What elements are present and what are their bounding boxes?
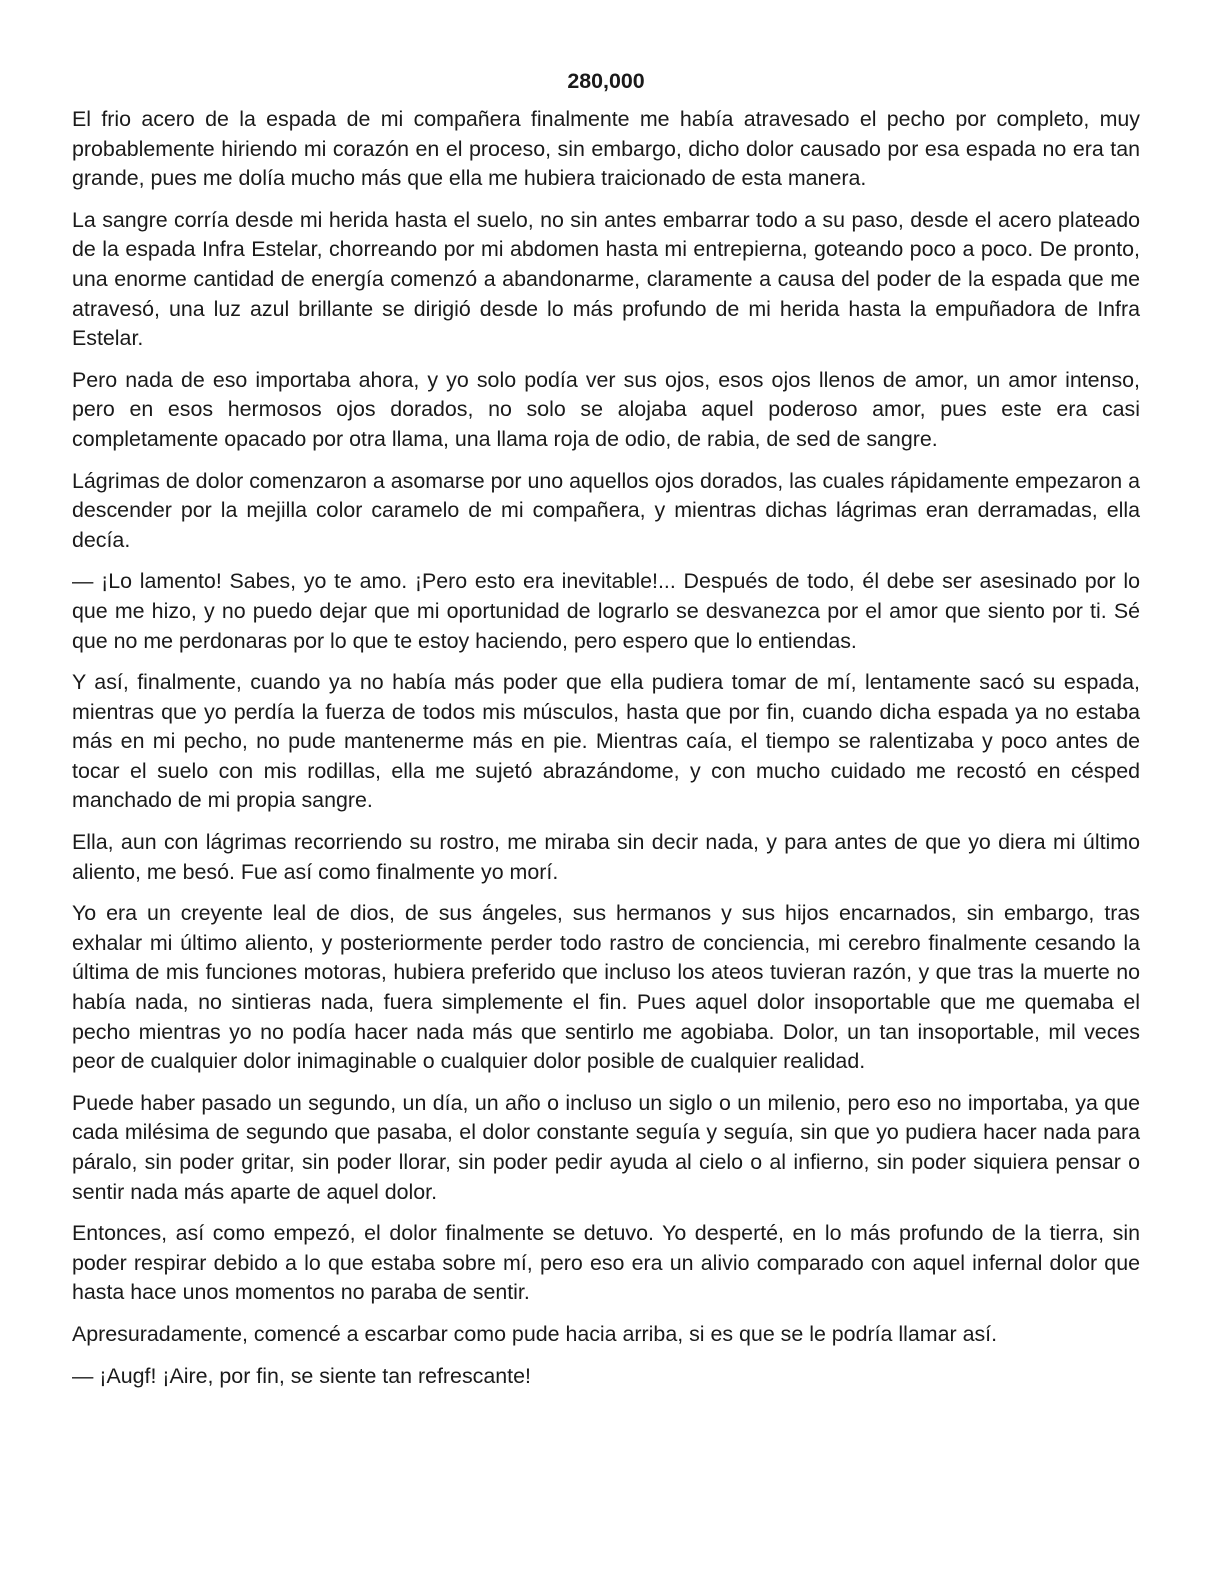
paragraph-7: Ella, aun con lágrimas recorriendo su rostro, me miraba sin decir nada, y para antes de que yo diera mi último aliento, me besó. Fue así como finalmente yo morí. xyxy=(72,830,1140,884)
document-page xyxy=(72,66,1140,1403)
chapter-title: 280,000 xyxy=(567,69,645,93)
paragraph-10: Entonces, así como empezó, el dolor finalmente se detuvo. Yo desperté, en lo más profundo de la tierra, sin poder respirar debido a lo que estaba sobre mí, pero eso era un alivio comparado con aquel infernal dolor que hasta hace unos momentos no paraba de sentir. xyxy=(72,1221,1140,1305)
paragraph-11: Apresuradamente, comencé a escarbar como pude hacia arriba, si es que se le podría llamar así. xyxy=(72,1321,998,1346)
paragraph-9: Puede haber pasado un segundo, un día, un año o incluso un siglo o un milenio, pero eso no importaba, ya que cada milésima de segundo que pasaba, el dolor constante seguía y seguía, sin que yo pudiera hacer nada para páralo, sin poder gritar, sin poder llorar, sin poder pedir ayuda al cielo o al infierno, sin poder siquiera pensar o sentir nada más aparte de aquel dolor. xyxy=(72,1090,1140,1204)
paragraph-2: La sangre corría desde mi herida hasta el suelo, no sin antes embarrar todo a su paso, desde el acero plateado de la espada Infra Estelar, chorreando por mi abdomen hasta mi entrepierna, goteando poco a poco. De pronto, una enorme cantidad de energía comenzó a abandonarme, claramente a causa del poder de la espada que me atravesó, una luz azul brillante se dirigió desde lo más profundo de mi herida hasta la empuñadora de Infra Estelar. xyxy=(72,207,1140,351)
paragraph-4: Lágrimas de dolor comenzaron a asomarse por uno aquellos ojos dorados, las cuales rápidamente empezaron a descender por la mejilla color caramelo de mi compañera, y mientras dichas lágrimas eran derramadas, ella decía. xyxy=(72,468,1140,552)
paragraph-8: Yo era un creyente leal de dios, de sus ángeles, sus hermanos y sus hijos encarnados, sin embargo, tras exhalar mi último aliento, y posteriormente perder todo rastro de conciencia, mi cerebro finalmente cesando la última de mis funciones motoras, hubiera preferido que incluso los ateos tuvieran razón, y que tras la muerte no había nada, no sintieras nada, fuera simplemente el fin. Pues aquel dolor insoportable que me quemaba el pecho mientras yo no podía hacer nada más que sentirlo me agobiaba. Dolor, un tan insoportable, mil veces peor de cualquier dolor inimaginable o cualquier dolor posible de cualquier realidad. xyxy=(72,901,1140,1074)
paragraph-1: El frio acero de la espada de mi compañera finalmente me había atravesado el pecho por completo, muy probablemente hiriendo mi corazón en el proceso, sin embargo, dicho dolor causado por esa espada no era tan grande, pues me dolía mucho más que ella me hubiera traicionado de esta manera. xyxy=(72,107,1140,191)
paragraph-3: Pero nada de eso importaba ahora, y yo solo podía ver sus ojos, esos ojos llenos de amor, un amor intenso, pero en esos hermosos ojos dorados, no solo se alojaba aquel poderoso amor, pues este era casi completamente opacado por otra llama, una llama roja de odio, de rabia, de sed de sangre. xyxy=(72,367,1140,451)
paragraph-12: — ¡Augf! ¡Aire, por fin, se siente tan refrescante! xyxy=(72,1363,531,1388)
paragraph-6: Y así, finalmente, cuando ya no había más poder que ella pudiera tomar de mí, lentamente sacó su espada, mientras que yo perdía la fuerza de todos mis músculos, hasta que por fin, cuando dicha espada ya no estaba más en mi pecho, no pude mantenerme más en pie. Mientras caía, el tiempo se ralentizaba y poco antes de tocar el suelo con mis rodillas, ella me sujetó abrazándome, y con mucho cuidado me recostó en césped manchado de mi propia sangre. xyxy=(72,670,1140,813)
paragraph-5: — ¡Lo lamento! Sabes, yo te amo. ¡Pero esto era inevitable!... Después de todo, él debe ser asesinado por lo que me hizo, y no puedo dejar que mi oportunidad de lograrlo se desvanezca por el amor que siento por ti. Sé que no me perdonaras por lo que te estoy haciendo, pero espero que lo entiendas. xyxy=(72,569,1140,653)
